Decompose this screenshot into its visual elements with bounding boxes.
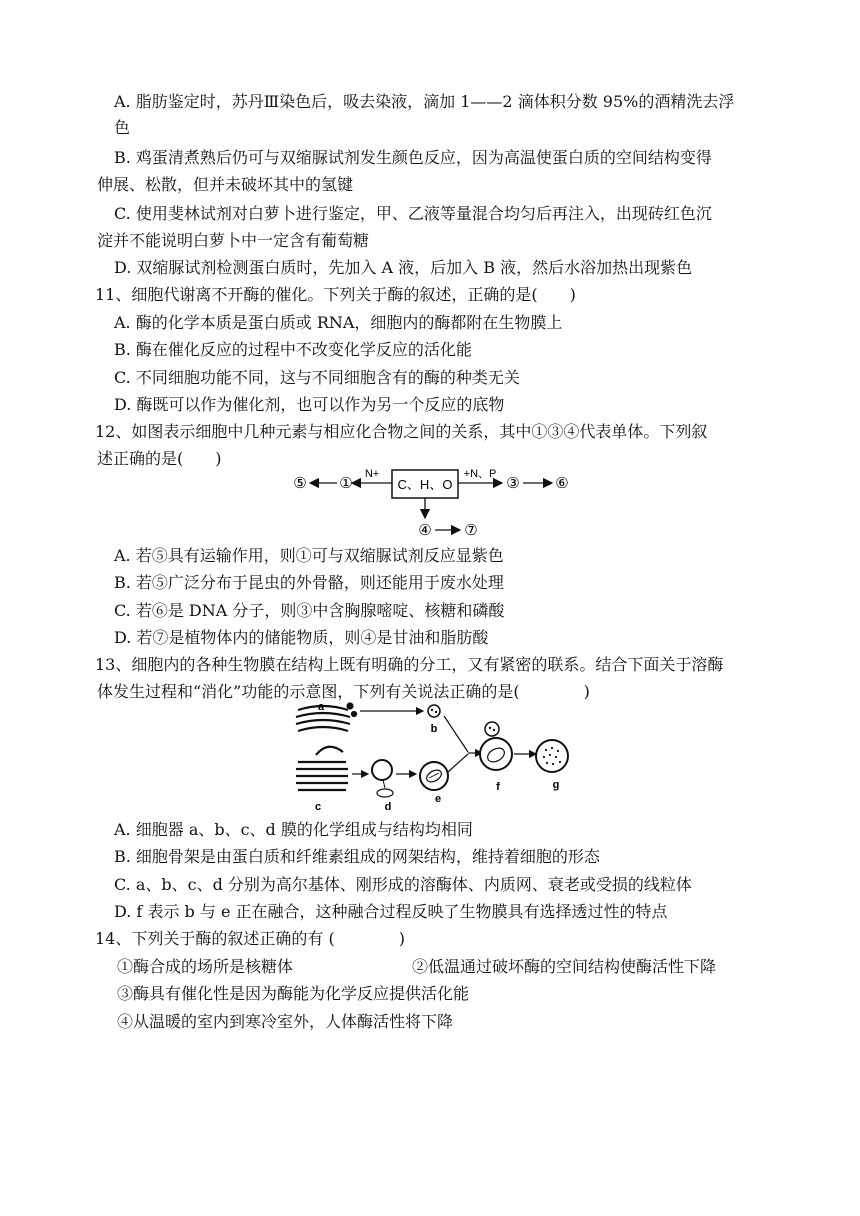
node-5: ⑤ — [293, 475, 307, 492]
node-3: ③ — [506, 475, 520, 492]
q13-option-b: B. 细胞骨架是由蛋白质和纤维素组成的网架结构，维持着细胞的形态 — [114, 847, 600, 866]
label-a: a — [317, 701, 325, 713]
q14-statement-1: ①酶合成的场所是核糖体 — [117, 957, 294, 976]
q10-option-b-line2: 伸展、松散，但并未破坏其中的氢键 — [97, 175, 354, 194]
q10-option-b-line1: B. 鸡蛋清煮熟后仍可与双缩脲试剂发生颜色反应，因为高温使蛋白质的空间结构变得 — [114, 148, 712, 167]
er-c — [296, 747, 348, 790]
node-6: ⑥ — [555, 475, 569, 492]
q10-option-c-line1: C. 使用斐林试剂对白萝卜进行鉴定，甲、乙液等量混合均匀后再注入，出现砖红色沉 — [114, 204, 712, 223]
q13-option-c: C. a、b、c、d 分别为高尔基体、刚形成的溶酶体、内质网、衰老或受损的线粒体 — [114, 875, 692, 894]
q13-lysosome-diagram — [288, 700, 588, 818]
golgi-a — [296, 704, 356, 732]
node-4: ④ — [418, 522, 432, 539]
label-b: b — [430, 723, 438, 735]
q14-statement-2: ②低温通过破坏酶的空间结构使酶活性下降 — [412, 957, 717, 976]
q11-option-d: D. 酶既可以作为催化剂，也可以作为另一个反应的底物 — [114, 395, 505, 414]
label-c: c — [314, 801, 322, 813]
q12-option-a: A. 若⑤具有运输作用，则①可与双缩脲试剂反应显紫色 — [114, 546, 504, 565]
digesting-g — [536, 740, 568, 772]
q11-stem: 11、细胞代谢离不开酶的催化。下列关于酶的叙述，正确的是( ) — [95, 285, 576, 304]
q13-option-a: A. 细胞器 a、b、c、d 膜的化学组成与结构均相同 — [114, 820, 473, 839]
label-e: e — [434, 793, 442, 805]
q11-option-a: A. 酶的化学本质是蛋白质或 RNA，细胞内的酶都附在生物膜上 — [114, 313, 563, 332]
q10-option-c-line2: 淀并不能说明白萝卜中一定含有葡萄糖 — [97, 231, 370, 250]
label-f: f — [496, 781, 500, 793]
node-7: ⑦ — [464, 522, 478, 539]
q13-option-d: D. f 表示 b 与 e 正在融合，这种融合过程反映了生物膜具有选择透过性的特点 — [114, 902, 668, 921]
q11-option-b: B. 酶在催化反应的过程中不改变化学反应的活化能 — [114, 340, 472, 359]
q14-statement-4: ④从温暖的室内到寒冷室外，人体酶活性将下降 — [117, 1012, 454, 1031]
q12-option-b: B. 若⑤广泛分布于昆虫的外骨骼，则还能用于废水处理 — [114, 573, 504, 592]
n-p-label: +N、P — [463, 468, 497, 480]
q12-stem-line2: 述正确的是( ) — [97, 449, 222, 468]
q13-stem-line2: 体发生过程和“消化”功能的示意图，下列有关说法正确的是( ) — [97, 682, 590, 701]
q10-option-d: D. 双缩脲试剂检测蛋白质时，先加入 A 液，后加入 B 液，然后水浴加热出现紫色 — [114, 258, 693, 277]
label-g: g — [552, 779, 560, 791]
q14-stem: 14、下列关于酶的叙述正确的有 ( ) — [95, 929, 405, 948]
n-plus-label: N+ — [364, 468, 380, 480]
q12-stem-line1: 12、如图表示细胞中几种元素与相应化合物之间的关系，其中①③④代表单体。下列叙 — [95, 422, 708, 441]
organelle-d — [372, 760, 392, 780]
q12-element-compound-diagram — [280, 462, 600, 544]
q12-option-c: C. 若⑥是 DNA 分子，则③中含胸腺嘧啶、核糖和磷酸 — [114, 601, 505, 620]
q10-option-a-line2: 色 — [114, 118, 131, 137]
lysosome-b — [428, 705, 440, 717]
center-label: C、H、O — [397, 477, 453, 492]
label-d: d — [384, 801, 392, 813]
q11-option-c: C. 不同细胞功能不同，这与不同细胞含有的酶的种类无关 — [114, 368, 520, 387]
q14-statement-3: ③酶具有催化性是因为酶能为化学反应提供活化能 — [117, 984, 470, 1003]
q12-option-d: D. 若⑦是植物体内的储能物质，则④是甘油和脂肪酸 — [114, 628, 489, 647]
node-1: ① — [339, 475, 353, 492]
q13-stem-line1: 13、细胞内的各种生物膜在结构上既有明确的分工，又有紧密的联系。结合下面关于溶酶 — [95, 655, 724, 674]
q10-option-a-line1: A. 脂肪鉴定时，苏丹Ⅲ染色后，吸去染液，滴加 1——2 滴体积分数 95%的酒精洗去浮 — [114, 92, 735, 111]
